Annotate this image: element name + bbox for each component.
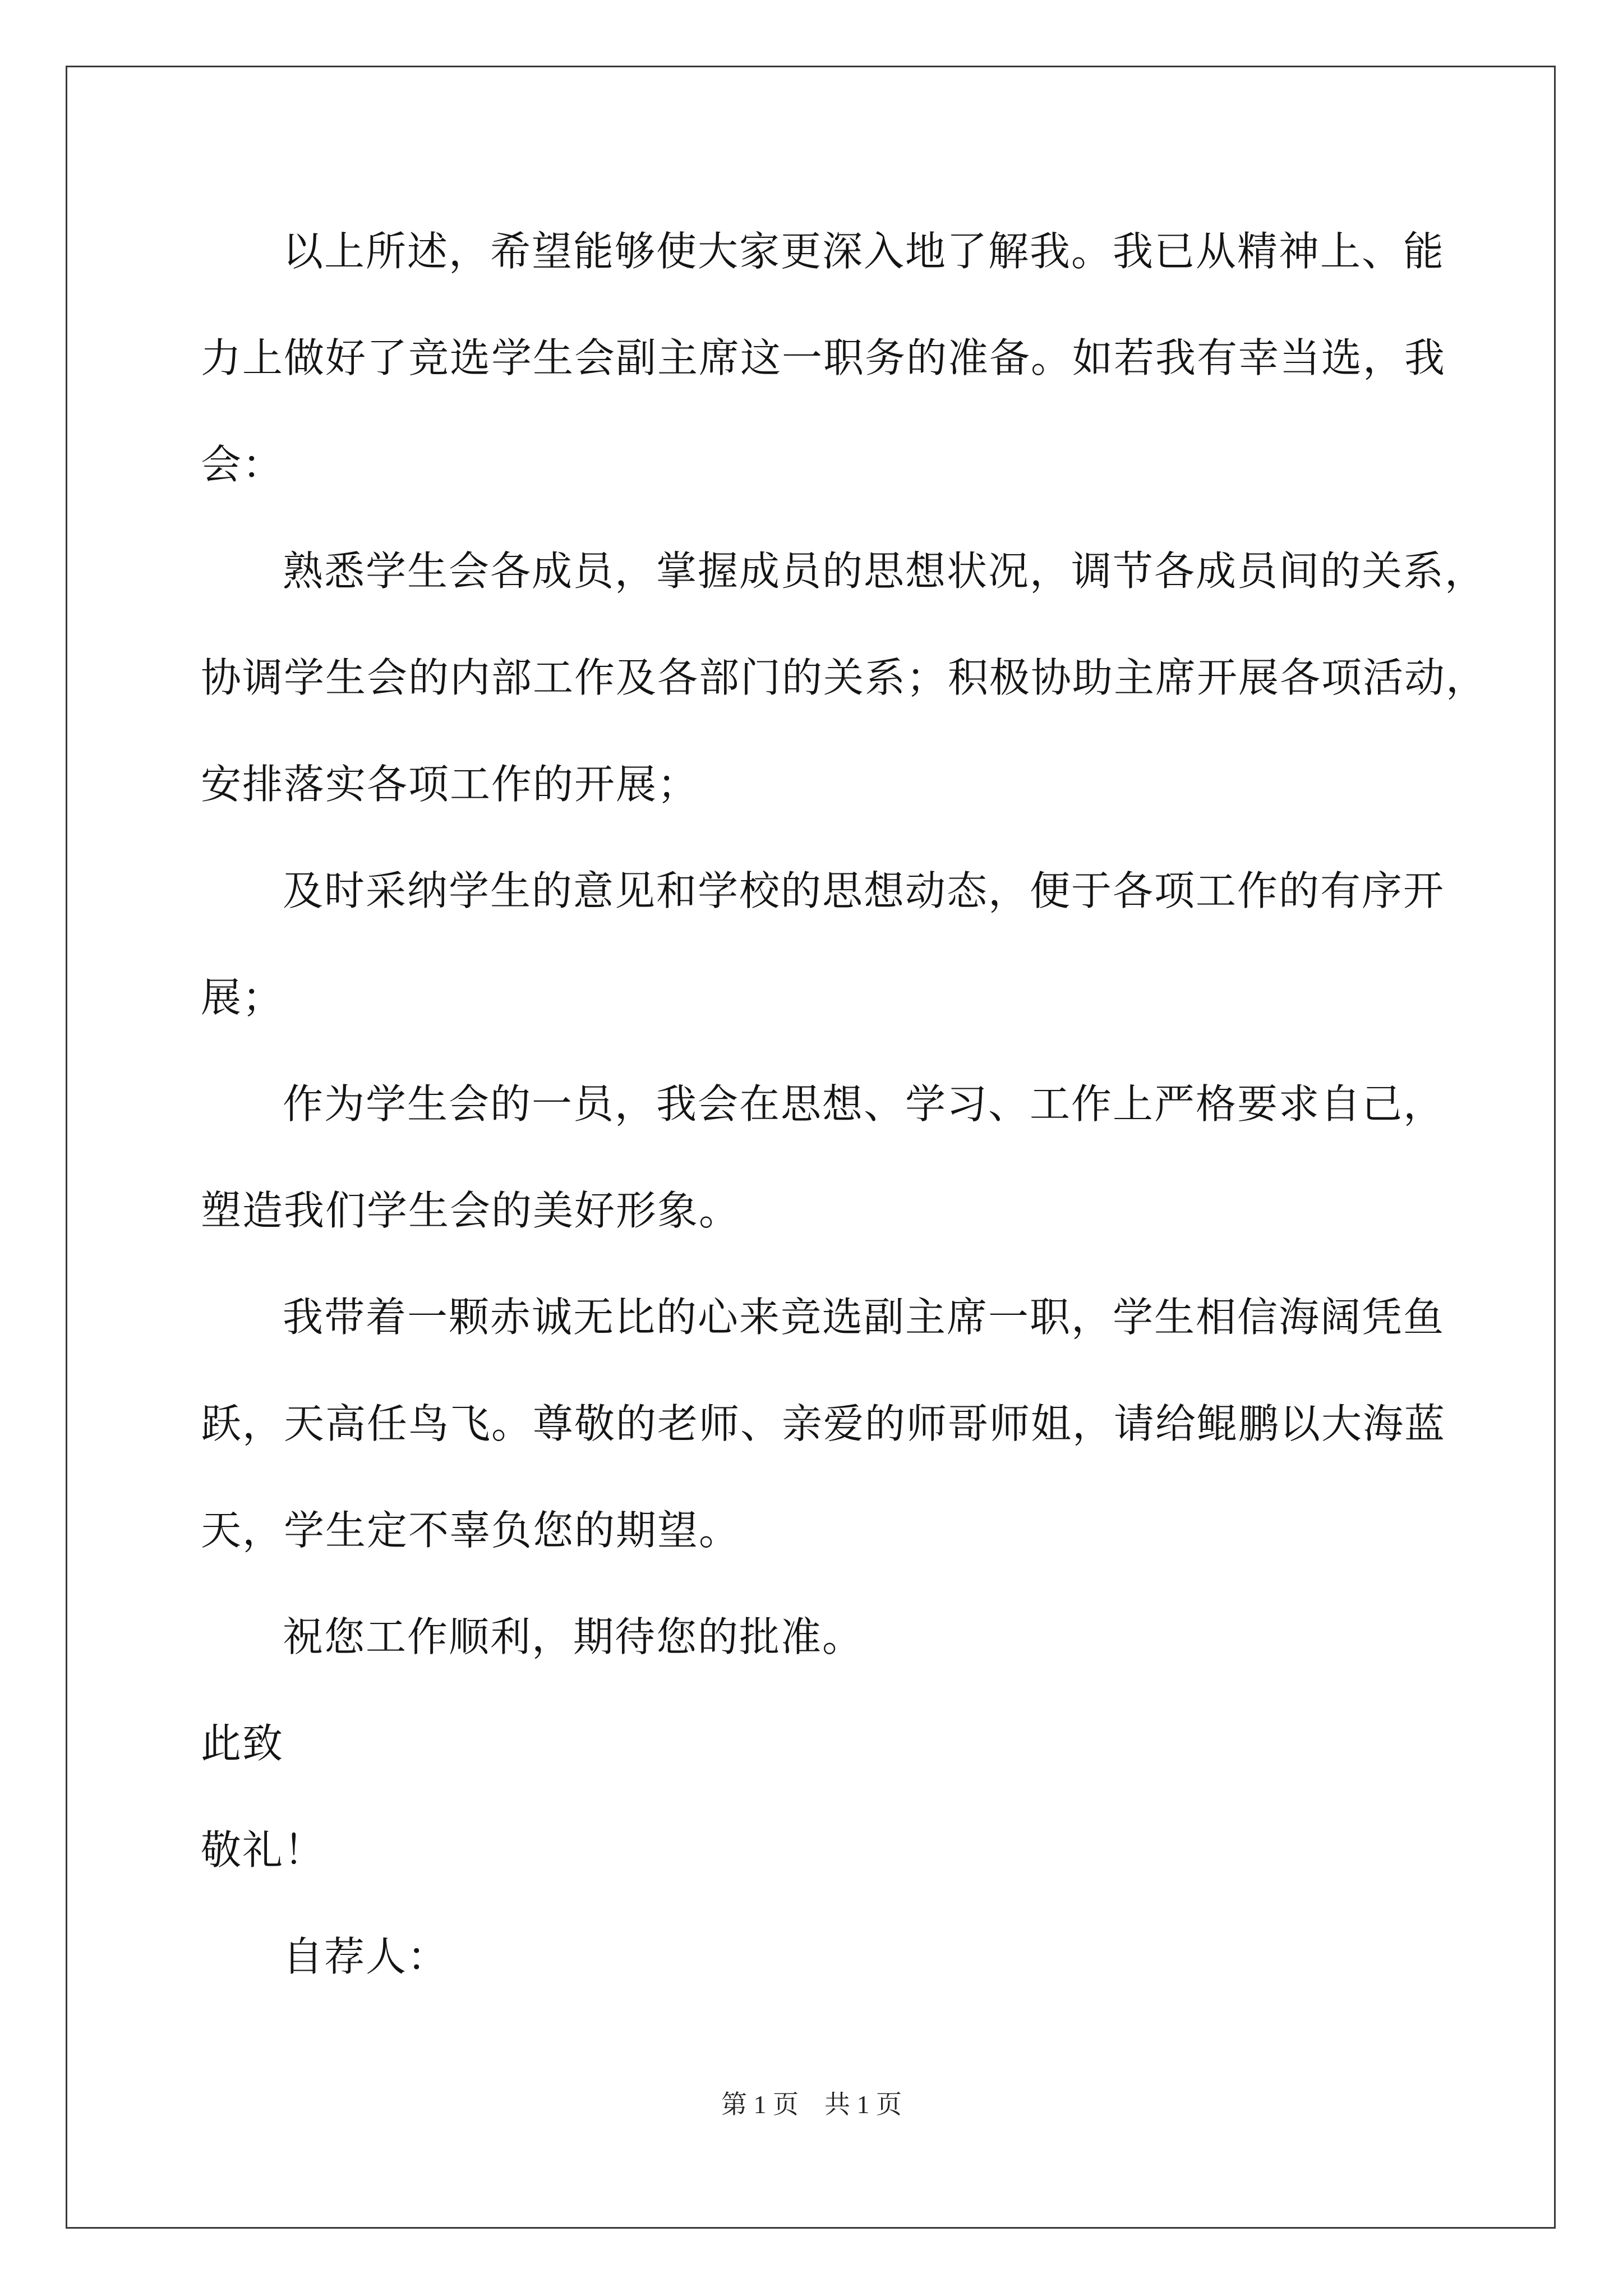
closing-salutation: 此致 <box>201 1720 284 1767</box>
signature-label: 自荐人： <box>283 1933 449 1980</box>
text-line: 作为学生会的一员，我会在思想、学习、工作上严格要求自己， <box>283 1080 1445 1128</box>
text-line: 力上做好了竞选学生会副主席这一职务的准备。如若我有幸当选，我 <box>201 334 1446 381</box>
text-line: 熟悉学生会各成员，掌握成员的思想状况，调节各成员间的关系， <box>283 547 1487 595</box>
page-border <box>66 66 1556 2229</box>
text-line: 会： <box>201 441 284 488</box>
text-line: 祝您工作顺利，期待您的批准。 <box>283 1613 864 1660</box>
text-line: 协调学生会的内部工作及各部门的关系；积极协助主席开展各项活动， <box>201 654 1488 701</box>
page-number-footer: 第 1 页 共 1 页 <box>721 2090 902 2119</box>
text-line: 天，学生定不辜负您的期望。 <box>201 1507 741 1554</box>
text-line: 以上所述，希望能够使大家更深入地了解我。我已从精神上、能 <box>283 228 1445 275</box>
text-line: 塑造我们学生会的美好形象。 <box>201 1187 741 1234</box>
text-line: 展； <box>201 974 284 1021</box>
text-line: 及时采纳学生的意见和学校的思想动态，便于各项工作的有序开 <box>283 867 1445 914</box>
closing-regards: 敬礼！ <box>201 1826 326 1874</box>
text-line: 我带着一颗赤诚无比的心来竞选副主席一职，学生相信海阔凭鱼 <box>283 1294 1445 1341</box>
text-line: 安排落实各项工作的开展； <box>201 761 699 808</box>
text-line: 跃，天高任鸟飞。尊敬的老师、亲爱的师哥师姐，请给鲲鹏以大海蓝 <box>201 1400 1446 1447</box>
